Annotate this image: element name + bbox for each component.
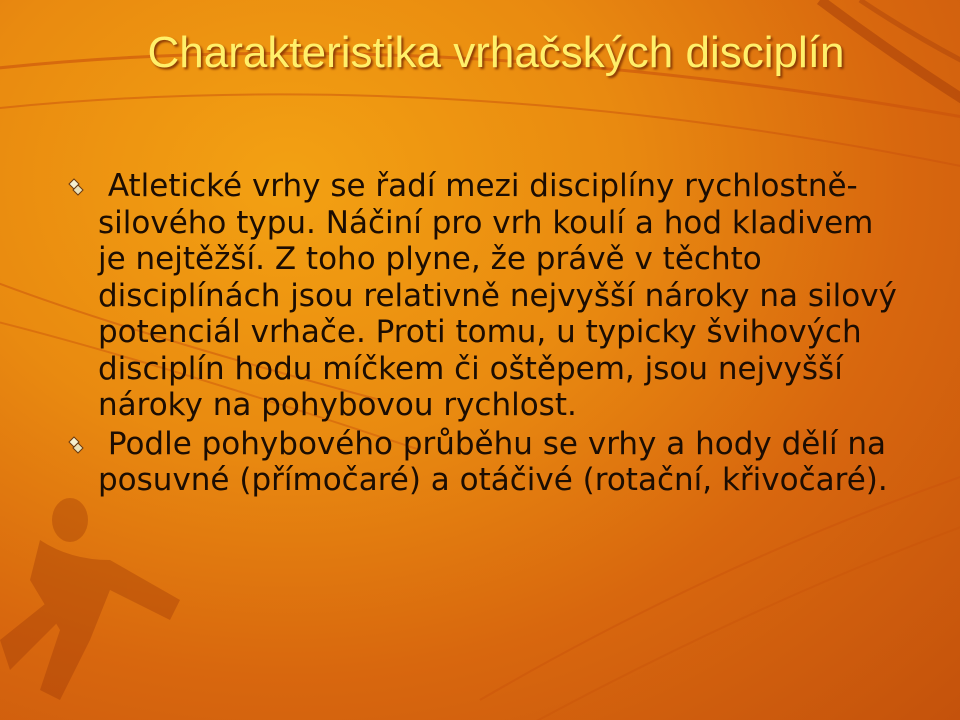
track-line	[480, 470, 960, 700]
slide-title: Charakteristika vrhačských disciplín	[147, 28, 845, 77]
bullet-item	[68, 426, 898, 499]
diamond-bullet-icon	[68, 434, 88, 454]
runner-silhouette	[0, 498, 180, 700]
bullet-item	[68, 168, 907, 424]
slide-body	[68, 168, 907, 501]
bullet-text: Podle pohybového průběhu se vrhy a hody dělí na posuvné (přímočaré) a otáčivé (rotační, křivočaré).	[98, 425, 896, 498]
bullet-text: Atletické vrhy se řadí mezi disciplíny rychlostně-silového typu. Náčiní pro vrh koulí a hod kladivem je nejtěžší. Z toho plyne, že právě v těchto disciplínách jsou relativně nejvyšší nároky na silový potenciál vrhače. Proti tomu, u typicky švihových disciplín hodu míčkem či oštěpem, jsou nejvyšší nároky na pohybovou rychlost.	[98, 168, 907, 423]
diamond-bullet-icon	[68, 176, 88, 196]
track-line	[0, 94, 960, 170]
track-line	[520, 520, 960, 720]
